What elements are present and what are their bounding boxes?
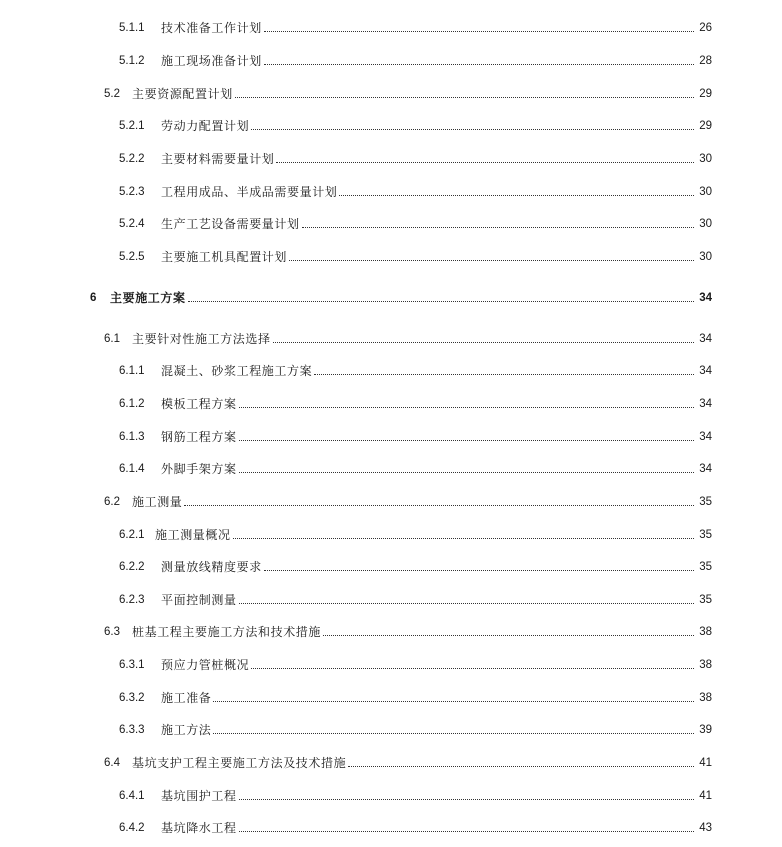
toc-entry-chapter[interactable]	[0, 288, 712, 306]
toc-entry-number: 6.1.4	[119, 463, 145, 475]
toc-entry-page: 39	[699, 724, 712, 736]
toc-entry-title: 基坑降水工程	[161, 821, 237, 835]
toc-entry-title: 平面控制测量	[161, 593, 237, 607]
dot-leader	[239, 799, 694, 800]
toc-entry-number: 6.2.2	[119, 561, 145, 573]
dot-leader	[233, 538, 694, 539]
dot-leader	[264, 31, 694, 32]
toc-entry-title: 基坑围护工程	[161, 789, 237, 803]
dot-leader	[239, 472, 694, 473]
toc-entry-page: 34	[699, 431, 712, 443]
toc-entry-title: 测量放线精度要求	[161, 560, 262, 574]
dot-leader	[264, 64, 694, 65]
toc-entry-title: 外脚手架方案	[161, 462, 237, 476]
toc-entry-page: 34	[699, 463, 712, 475]
toc-entry-page: 38	[699, 626, 712, 638]
dot-leader	[276, 162, 694, 163]
toc-entry-number: 6.2.1	[119, 529, 145, 541]
toc-entry-number: 6.1.3	[119, 431, 145, 443]
dot-leader	[184, 505, 694, 506]
dot-leader	[213, 701, 694, 702]
dot-leader	[251, 668, 694, 669]
toc-entry-page: 30	[699, 251, 712, 263]
toc-entry-title: 施工测量	[132, 495, 183, 509]
toc-entry-page: 34	[699, 398, 712, 410]
toc-entry-page: 34	[699, 365, 712, 377]
toc-entry-number: 5.2	[104, 88, 120, 100]
toc-entry[interactable]	[0, 149, 712, 167]
toc-entry-title: 施工准备	[161, 691, 212, 705]
toc-entry-number: 6	[90, 292, 97, 304]
toc-entry-page: 41	[699, 757, 712, 769]
toc-entry-title: 主要资源配置计划	[132, 87, 233, 101]
toc-entry-number: 6.1	[104, 333, 120, 345]
toc-entry[interactable]	[0, 590, 712, 608]
toc-entry-page: 35	[699, 561, 712, 573]
dot-leader	[323, 635, 694, 636]
dot-leader	[239, 831, 694, 832]
dot-leader	[264, 570, 694, 571]
toc-entry-title: 主要针对性施工方法选择	[132, 332, 271, 346]
toc-entry-page: 35	[699, 594, 712, 606]
toc-entry-number: 5.2.4	[119, 218, 145, 230]
dot-leader	[302, 227, 694, 228]
toc-entry-number: 5.2.1	[119, 120, 145, 132]
toc-entry[interactable]	[0, 182, 712, 200]
toc-entry[interactable]	[0, 622, 712, 640]
toc-entry-title: 基坑支护工程主要施工方法及技术措施	[132, 756, 347, 770]
toc-entry[interactable]	[0, 753, 712, 771]
toc-entry-number: 5.2.2	[119, 153, 145, 165]
toc-entry-title: 钢筋工程方案	[161, 430, 237, 444]
toc-entry[interactable]	[0, 492, 712, 510]
toc-entry-number: 5.1.1	[119, 22, 145, 34]
toc-entry-number: 6.3.3	[119, 724, 145, 736]
dot-leader	[289, 260, 694, 261]
dot-leader	[273, 342, 694, 343]
dot-leader	[239, 440, 694, 441]
toc-entry[interactable]	[0, 361, 712, 379]
dot-leader	[348, 766, 694, 767]
toc-entry-number: 5.2.3	[119, 186, 145, 198]
toc-entry[interactable]	[0, 214, 712, 232]
toc-entry-page: 29	[699, 88, 712, 100]
toc-entry[interactable]	[0, 18, 712, 36]
toc-entry-title: 主要材料需要量计划	[161, 152, 275, 166]
toc-entry-number: 6.3	[104, 626, 120, 638]
toc-entry-number: 6.3.1	[119, 659, 145, 671]
toc-entry-title: 模板工程方案	[161, 397, 237, 411]
toc-entry[interactable]	[0, 51, 712, 69]
toc-entry-page: 43	[699, 822, 712, 834]
toc-entry-title: 主要施工机具配置计划	[161, 250, 288, 264]
toc-entry-page: 34	[699, 292, 712, 304]
toc-entry-number: 6.4.1	[119, 790, 145, 802]
toc-entry[interactable]	[0, 394, 712, 412]
toc-entry[interactable]	[0, 786, 712, 804]
dot-leader	[314, 374, 694, 375]
toc-entry-title: 施工现场准备计划	[161, 54, 262, 68]
toc-entry-number: 6.2	[104, 496, 120, 508]
toc-entry-title: 预应力管桩概况	[161, 658, 250, 672]
toc-entry[interactable]	[0, 84, 712, 102]
toc-entry-title: 桩基工程主要施工方法和技术措施	[132, 625, 322, 639]
toc-entry-number: 6.4.2	[119, 822, 145, 834]
toc-entry-number: 5.2.5	[119, 251, 145, 263]
toc-entry-page: 38	[699, 692, 712, 704]
toc-entry-title: 工程用成品、半成品需要量计划	[161, 185, 338, 199]
toc-entry-number: 5.1.2	[119, 55, 145, 67]
dot-leader	[339, 195, 694, 196]
toc-entry[interactable]	[0, 329, 712, 347]
toc-entry[interactable]	[0, 557, 712, 575]
toc-entry[interactable]	[0, 459, 712, 477]
toc-entry-page: 30	[699, 186, 712, 198]
toc-entry[interactable]	[0, 116, 712, 134]
dot-leader	[213, 733, 694, 734]
toc-entry-title: 混凝土、砂浆工程施工方案	[161, 364, 313, 378]
toc-entry-number: 6.3.2	[119, 692, 145, 704]
dot-leader	[251, 129, 694, 130]
toc-entry-page: 26	[699, 22, 712, 34]
toc-entry[interactable]	[0, 720, 712, 738]
dot-leader	[235, 97, 694, 98]
toc-entry[interactable]	[0, 247, 712, 265]
toc-entry-page: 35	[699, 496, 712, 508]
toc-entry-page: 30	[699, 218, 712, 230]
toc-entry[interactable]	[0, 688, 712, 706]
toc-entry-title: 主要施工方案	[110, 291, 186, 305]
toc-entry-page: 35	[699, 529, 712, 541]
dot-leader	[239, 603, 694, 604]
toc-entry[interactable]	[0, 818, 712, 836]
toc-entry-title: 施工测量概况	[155, 528, 231, 542]
toc-entry[interactable]	[0, 427, 712, 445]
toc-entry-number: 6.4	[104, 757, 120, 769]
toc-entry-number: 6.2.3	[119, 594, 145, 606]
toc-entry-page: 29	[699, 120, 712, 132]
toc-entry-page: 38	[699, 659, 712, 671]
toc-entry-number: 6.1.1	[119, 365, 145, 377]
dot-leader	[188, 301, 694, 302]
toc-entry[interactable]	[0, 525, 712, 543]
toc-entry-number: 6.1.2	[119, 398, 145, 410]
toc-entry[interactable]	[0, 655, 712, 673]
toc-entry-title: 技术准备工作计划	[161, 21, 262, 35]
toc-entry-page: 28	[699, 55, 712, 67]
toc-entry-title: 劳动力配置计划	[161, 119, 250, 133]
toc-entry-title: 施工方法	[161, 723, 212, 737]
toc-entry-page: 41	[699, 790, 712, 802]
toc-entry-page: 30	[699, 153, 712, 165]
toc-entry-title: 生产工艺设备需要量计划	[161, 217, 300, 231]
dot-leader	[239, 407, 694, 408]
toc-entry-page: 34	[699, 333, 712, 345]
